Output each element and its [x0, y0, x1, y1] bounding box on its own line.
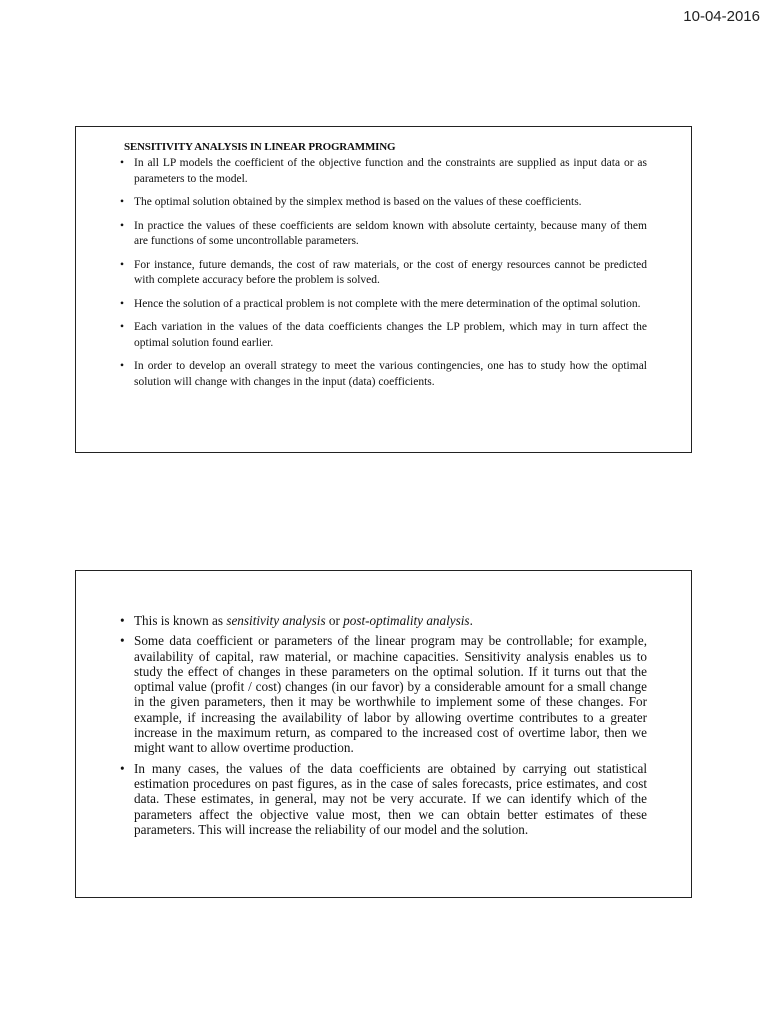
- list-item: • Hence the solution of a practical problem is not complete with the mere determination of the optimal solution.: [120, 297, 647, 313]
- list-item: • The optimal solution obtained by the simplex method is based on the values of these coefficients.: [120, 195, 647, 211]
- term-post-optimality-analysis: post-optimality analysis: [343, 613, 470, 628]
- text-run: or: [325, 613, 344, 628]
- bullet-list: [120, 613, 647, 837]
- list-item: • Some data coefficient or parameters of the linear program may be controllable; for example, availability of capital, raw material, or machine capacities. Sensitivity analysis enables us to study the effect of changes in these parameters on the optimal solution. If it turns out that the optimal value (profit / cost) changes (in our favor) by a considerable amount for a small change in the given parameters, then it may be worthwhile to implement some of these changes. For example, if increasing the availability of labor by allowing overtime contributes to a greater increase in the maximum return, as compared to the increased cost of overtime labor, then we might want to allow overtime production.: [120, 633, 647, 755]
- list-item: • For instance, future demands, the cost of raw materials, or the cost of energy resources cannot be predicted with complete accuracy before the problem is solved.: [120, 258, 647, 289]
- slide-title: SENSITIVITY ANALYSIS IN LINEAR PROGRAMMING: [124, 141, 396, 153]
- list-item: • In practice the values of these coefficients are seldom known with absolute certainty, because many of them are functions of some uncontrollable parameters.: [120, 219, 647, 250]
- slide-2: [75, 570, 692, 898]
- list-item: • In order to develop an overall strategy to meet the various contingencies, one has to study how the optimal solution will change with changes in the input (data) coefficients.: [120, 359, 647, 390]
- list-item: • In many cases, the values of the data coefficients are obtained by carrying out statistical estimation procedures on past figures, as in the case of sales forecasts, price estimates, and cost data. These estimates, in general, may not be very accurate. If we can identify which of the parameters affect the objective value most, then we can obtain better estimates of these parameters. This will increase the reliability of our model and the solution.: [120, 761, 647, 837]
- bullet-list: [120, 156, 647, 390]
- term-sensitivity-analysis: sensitivity analysis: [226, 613, 326, 628]
- slide-1: [75, 126, 692, 453]
- list-item: • Each variation in the values of the data coefficients changes the LP problem, which may in turn affect the optimal solution found earlier.: [120, 320, 647, 351]
- list-item: [120, 613, 647, 628]
- page-date: 10-04-2016: [683, 8, 760, 25]
- text-run: .: [469, 613, 473, 628]
- text-run: This is known as: [134, 613, 227, 628]
- list-item: • In all LP models the coefficient of the objective function and the constraints are supplied as input data or as parameters to the model.: [120, 156, 647, 187]
